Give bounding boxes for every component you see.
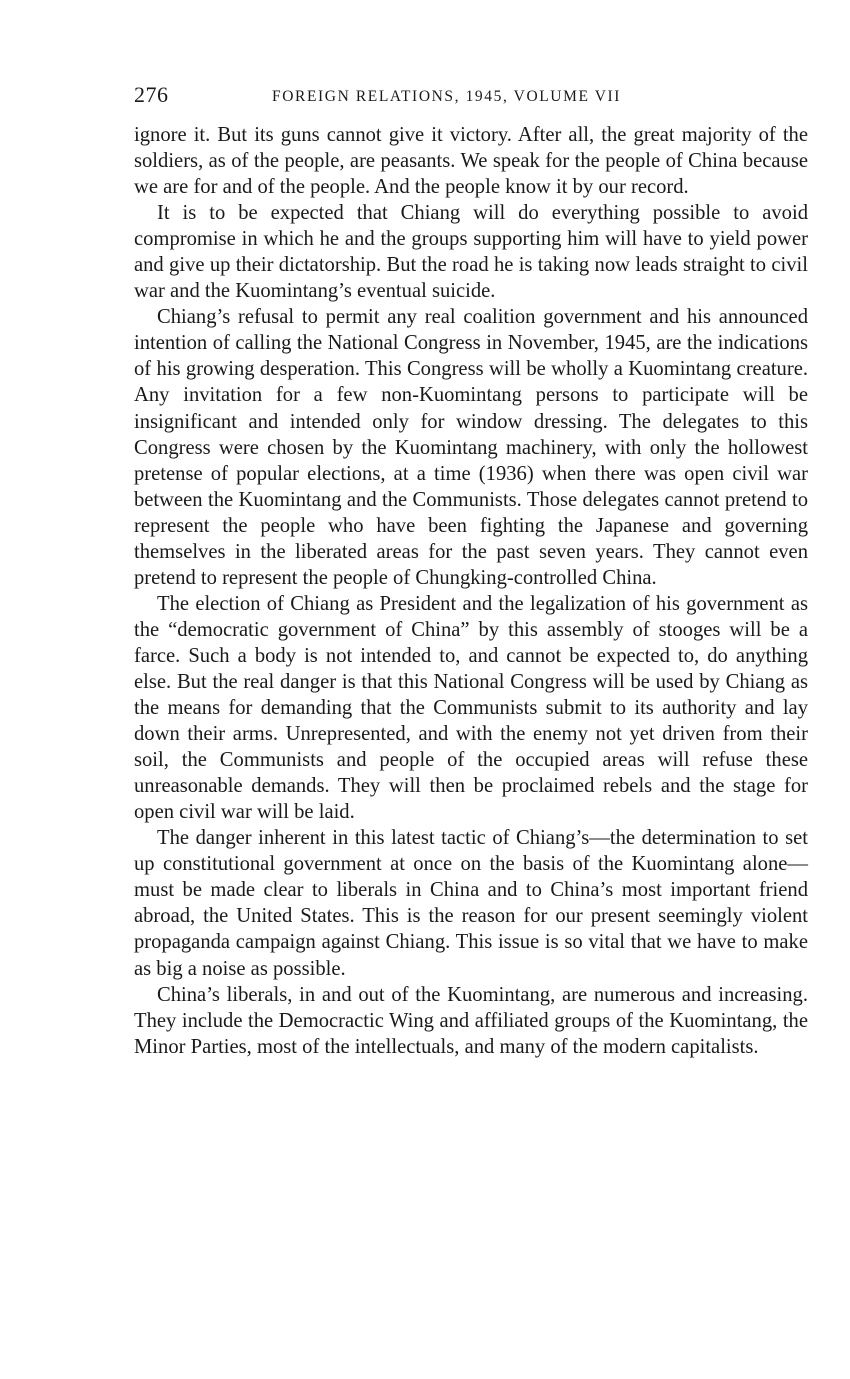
paragraph: China’s liberals, in and out of the Kuomintang, are numerous and increasing. They include the Democractic Wing and affiliated groups of the Kuomintang, the Minor Parties, most of the intellectuals, and many of the modern capitalists. <box>134 983 808 1058</box>
paragraph: The election of Chiang as President and the legalization of his government as the “democratic government of China” by this assembly of stooges will be a farce. Such a body is not intended to, and cannot be expected to, do anything else. But the real danger is that this National Congress will be used by Chiang as the means for demanding that the Communists submit to its authority and lay down their arms. Unrepresented, and with the enemy not yet driven from their soil, the Communists and people of the occupied areas will refuse these unreasonable demands. They will then be proclaimed rebels and the stage for open civil war will be laid. <box>134 592 808 824</box>
paragraph: The danger inherent in this latest tactic of Chiang’s—the determination to set up constitutional government at once on the basis of the Kuomintang alone—must be made clear to liberals in China and to China’s most important friend abroad, the United States. This is the reason for our present seemingly violent propaganda campaign against Chiang. This issue is so vital that we have to make as big a noise as possible. <box>134 827 808 980</box>
running-head: FOREIGN RELATIONS, 1945, VOLUME VII <box>272 88 622 105</box>
paragraph-continued: ignore it. But its guns cannot give it victory. After all, the great majority of the soldiers, as of the people, are peasants. We speak for the people of China because we are for and of the people. And the people know it by our record. <box>134 124 808 199</box>
page-number: 276 <box>134 82 169 107</box>
body-text <box>134 122 808 1060</box>
paragraph: Chiang’s refusal to permit any real coalition government and his announced intention of calling the National Congress in November, 1945, are the indications of his growing desperation. This Congress will be wholly a Kuomintang creature. Any invitation for a few non-Kuomintang persons to participate will be insignificant and intended only for window dressing. The delegates to this Congress were chosen by the Kuomintang machinery, with only the hollowest pretense of popular elections, at a time (1936) when there was open civil war between the Kuomintang and the Communists. Those delegates cannot pretend to represent the people who have been fighting the Japanese and governing themselves in the liberated areas for the past seven years. They cannot even pretend to represent the people of Chungking-controlled China. <box>134 306 808 589</box>
paragraph: It is to be expected that Chiang will do everything possible to avoid compromise in which he and the groups supporting him will have to yield power and give up their dictatorship. But the road he is taking now leads straight to civil war and the Kuomintang’s eventual suicide. <box>134 202 808 303</box>
page-header <box>134 80 808 114</box>
document-page <box>134 80 808 1060</box>
